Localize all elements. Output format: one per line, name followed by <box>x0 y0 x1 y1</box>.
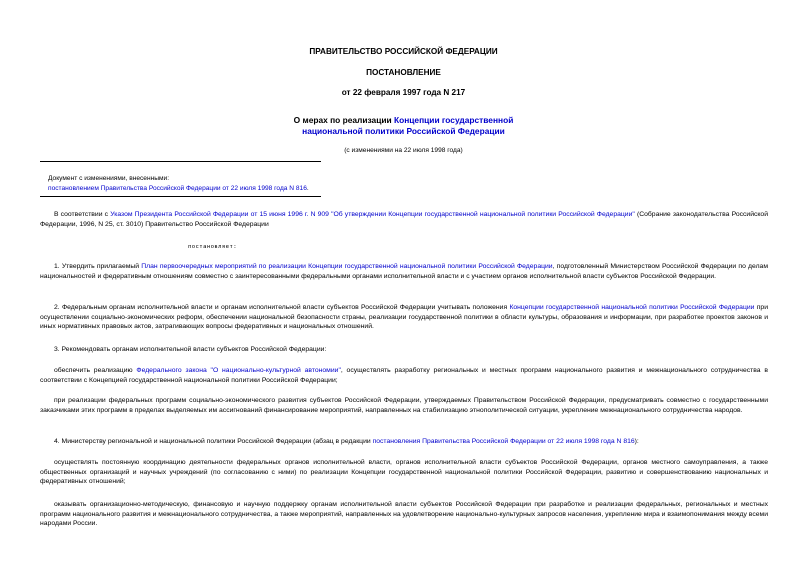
amendment-decree-link[interactable]: постановлением Правительства Российской Федерации от 22 июля 1998 года N 816 <box>48 184 307 192</box>
action-plan-link[interactable]: План первоочередных мероприятий по реализации Концепции государственной национальной политики Российской Федерации <box>141 263 553 270</box>
intro-paragraph <box>40 210 768 229</box>
document-info <box>48 174 309 193</box>
concept-title-link-line2[interactable]: национальной политики Российской Федерации <box>302 126 505 136</box>
p4-text-2: ): <box>634 438 639 445</box>
doc-info-end: . <box>306 184 309 192</box>
paragraph-3b: при реализации федеральных программ социально-экономического развития субъектов Российской Федерации, утверждаемых Правительством Российской Федерации, предусматривать совместно с государственными заказчиками этих программ в пределах выделяемых им ассигнований финансирование мероприятий, направленных на стабилизацию этнополитической ситуации, укрепление межнационального сотрудничества народов. <box>40 397 768 414</box>
intro-text-2: (Собрание законодательства Российской Федерации, 1996, N 25, ст. 3010) Правительство Российской Федерации <box>40 211 769 228</box>
date-number-header: от 22 февраля 1997 года N 217 <box>341 88 466 97</box>
president-decree-link[interactable]: Указом Президента Российской Федерации от 15 июня 1996 г. N 909 "Об утверждении Концепции государственной национальной политики Российской Федерации" <box>110 211 635 218</box>
doc-info-label: Документ с изменениями, внесенными: <box>48 175 170 182</box>
amendment-link[interactable]: постановления Правительства Российской Федерации от 22 июля 1998 года N 816 <box>372 438 635 445</box>
divider-bottom <box>40 196 321 197</box>
paragraph-3: 3. Рекомендовать органам исполнительной власти субъектов Российской Федерации: <box>54 346 327 353</box>
divider-top <box>40 161 321 162</box>
paragraph-1 <box>40 262 768 281</box>
paragraph-4b: оказывать организационно-методическую, финансовую и научную поддержку органам исполнительной власти субъектов Российской Федерации при разработке и реализации федеральных, региональных и местных программ национального развития и межнационального сотрудничества, а также мероприятий, направленных на удовлетворение национально-культурных запросов населения, укрепление мира и взаимопонимания между всеми народами России. <box>40 501 768 528</box>
concept-title-link[interactable]: Концепции государственной <box>394 115 514 125</box>
government-header: ПРАВИТЕЛЬСТВО РОССИЙСКОЙ ФЕДЕРАЦИИ <box>309 47 498 56</box>
federal-law-link[interactable]: Федерального закона "О национально-культурной автономии" <box>136 367 341 374</box>
p1-text-1: 1. Утвердить прилагаемый <box>54 263 142 270</box>
paragraph-3a <box>40 366 768 385</box>
p1-text-2: , подготовленный Министерством Российской Федерации по делам национальностей и федеративным отношениям совместно с заинтересованными федеральными органами исполнительной власти и с участием органов исполнительной власти субъектов Российской Федерации. <box>40 263 768 280</box>
amendment-note: (с изменениями на 22 июля 1998 года) <box>344 147 463 154</box>
decree-word: постановляет: <box>188 244 237 250</box>
concept-link[interactable]: Концепции государственной национальной политики Российской Федерации <box>509 304 755 311</box>
p2-text-1: 2. Федеральным органам исполнительной власти и органам исполнительной власти субъектов Российской Федерации учитывать положения <box>54 304 510 311</box>
p2-text-2: при осуществлении социально-экономических реформ, обеспечении национальной безопасности страны, реализации государственной политики в области культуры, образования и информации, при разработке проектов законов и иных нормативных правовых актов, затрагивающих вопросы федеративных и национальных отношений. <box>40 304 768 331</box>
title-prefix: О мерах по реализации <box>293 115 394 125</box>
intro-text-1: В соответствии с <box>54 211 111 218</box>
p3a-text-2: , осуществлять разработку региональных и местных программ национального развития и межнационального сотрудничества в соответствии с Концепцией государственной национальной политики Российской Федерации; <box>40 367 768 384</box>
p3a-text-1: обеспечить реализацию <box>54 367 137 374</box>
paragraph-4a: осуществлять постоянную координацию деятельности федеральных органов исполнительной власти, органов исполнительной власти субъектов Российской Федерации, органов местного самоуправления, а также общественных организаций и научных учреждений (по согласованию с ними) по реализации Концепции государственной национальной политики Российской Федерации, развитию и совершенствованию национальных и федеративных отношений; <box>40 459 768 486</box>
p4-text-1: 4. Министерству региональной и национальной политики Российской Федерации (абзац в редакции <box>54 438 373 445</box>
document-title <box>0 115 807 137</box>
paragraph-2 <box>40 303 768 332</box>
paragraph-4 <box>40 437 768 447</box>
doc-type-header: ПОСТАНОВЛЕНИЕ <box>366 68 441 77</box>
